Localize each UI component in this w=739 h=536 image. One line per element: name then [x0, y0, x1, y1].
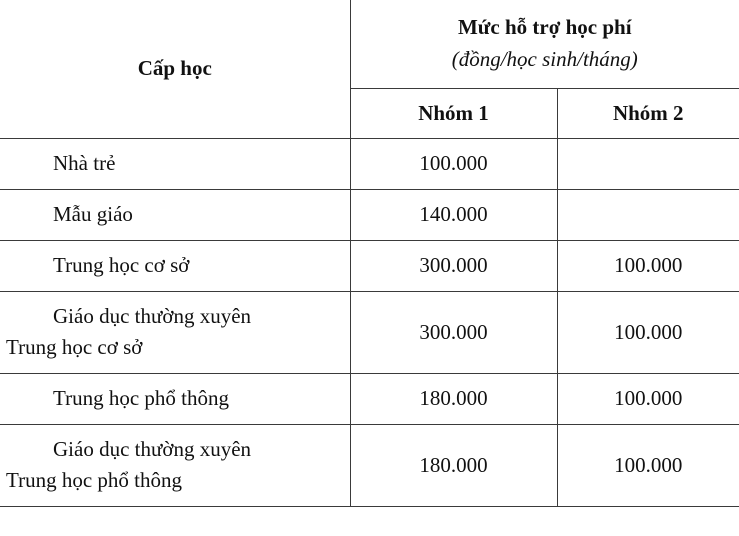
group2-header: Nhóm 2 [557, 88, 739, 138]
table-body [0, 138, 739, 506]
group2-value: 100.000 [557, 373, 739, 424]
level-name: Mẫu giáo [53, 202, 133, 226]
support-header-unit: (đồng/học sinh/tháng) [451, 46, 638, 71]
table-row [0, 138, 739, 189]
table-row [0, 240, 739, 291]
group1-value: 300.000 [350, 240, 557, 291]
support-header-title: Mức hỗ trợ học phí [457, 14, 632, 39]
table-row [0, 189, 739, 240]
level-name: Giáo dục thường xuyên [53, 304, 252, 328]
support-header [350, 0, 739, 88]
table-row [0, 291, 739, 373]
level-cell [0, 291, 350, 373]
level-name: Trung học phổ thông [53, 386, 229, 410]
level-name: Nhà trẻ [53, 151, 116, 175]
level-cell [0, 189, 350, 240]
group1-value: 300.000 [350, 291, 557, 373]
group2-value [557, 189, 739, 240]
level-cell [0, 424, 350, 506]
level-name-continued: Trung học phổ thông [6, 468, 182, 492]
level-cell [0, 138, 350, 189]
group1-value: 180.000 [350, 424, 557, 506]
level-name: Trung học cơ sở [53, 253, 190, 277]
level-header-label: Cấp học [137, 56, 212, 81]
table-header [0, 0, 739, 138]
level-header [0, 0, 350, 138]
level-cell [0, 240, 350, 291]
table-row [0, 373, 739, 424]
table-row [0, 424, 739, 506]
level-name-continued: Trung học cơ sở [6, 335, 143, 359]
group1-header: Nhóm 1 [350, 88, 557, 138]
group2-value [557, 138, 739, 189]
group1-value: 140.000 [350, 189, 557, 240]
group2-value: 100.000 [557, 424, 739, 506]
group1-value: 180.000 [350, 373, 557, 424]
level-cell [0, 373, 350, 424]
group2-value: 100.000 [557, 291, 739, 373]
group2-value: 100.000 [557, 240, 739, 291]
level-name: Giáo dục thường xuyên [53, 437, 252, 461]
group1-value: 100.000 [350, 138, 557, 189]
